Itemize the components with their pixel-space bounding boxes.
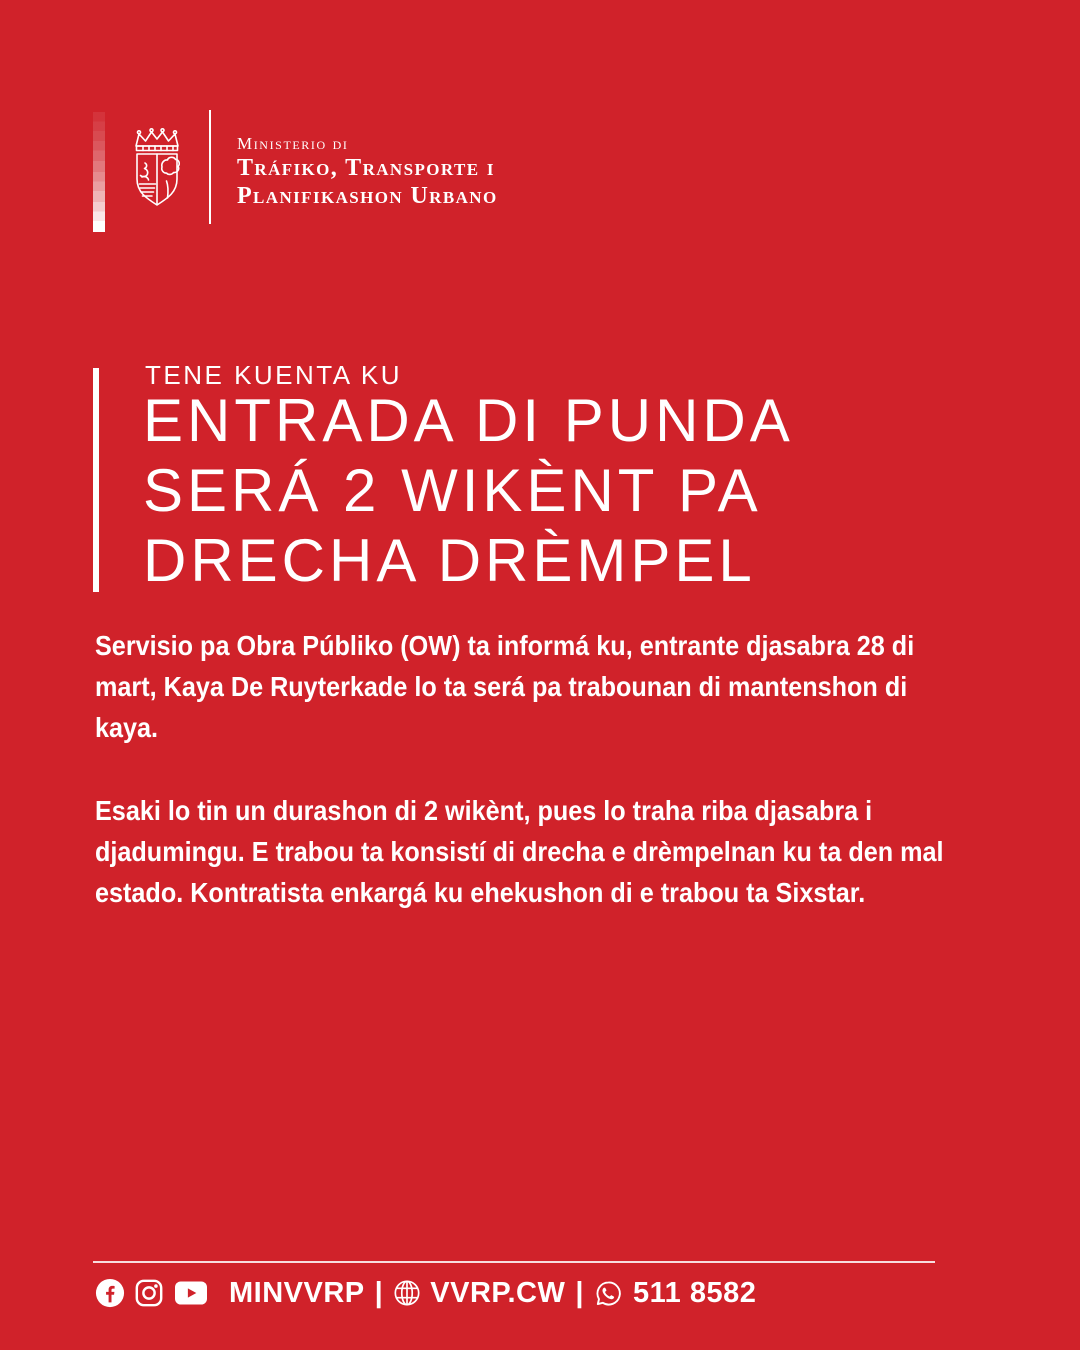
- headline-line-3: DRECHA DRÈMPEL: [143, 527, 756, 594]
- coat-of-arms-icon: [125, 126, 189, 210]
- headline-line-2: SERÁ 2 WIKÈNT PA: [143, 457, 762, 524]
- youtube-icon: [175, 1281, 207, 1305]
- footer-separator: |: [374, 1276, 384, 1309]
- logo-divider: [209, 110, 211, 224]
- article-paragraph-2: Esaki lo tin un durashon di 2 wikènt, pues lo traha riba djasabra i djadumingu. E trabou ta konsistí di drecha e drèmpelnan ku ta den mal estado. Kontratista enkargá ku ehekushon di e trabou ta Sixstar.: [95, 795, 944, 908]
- website-url: VVRP.CW: [430, 1276, 566, 1309]
- article-paragraph-1: Servisio pa Obra Públiko (OW) ta informá ku, entrante djasabra 28 di mart, Kaya De Ruyterkade lo ta será pa trabounan di mantenshon di kaya.: [95, 630, 915, 743]
- ministry-name-line1: Tráfiko, Transporte i: [237, 155, 495, 181]
- gradient-stripe: [93, 112, 105, 232]
- social-handle: MINVVRP: [229, 1276, 365, 1309]
- footer-divider: [93, 1261, 935, 1263]
- headline-line-1: ENTRADA DI PUNDA: [143, 387, 794, 454]
- ministry-name-line2: Planifikashon Urbano: [237, 183, 498, 209]
- globe-icon: [393, 1279, 421, 1307]
- kicker-text: TENE KUENTA KU: [145, 360, 403, 390]
- facebook-icon: [95, 1278, 125, 1308]
- ministry-prefix: Ministerio di: [237, 134, 349, 153]
- whatsapp-icon: [594, 1279, 623, 1308]
- phone-number: 511 8582: [633, 1276, 757, 1309]
- headline-accent-bar: [93, 368, 99, 592]
- footer-separator: |: [575, 1276, 584, 1309]
- footer-contact-bar: [95, 1277, 756, 1309]
- article-body: [95, 625, 946, 913]
- instagram-icon: [134, 1278, 164, 1308]
- ministry-wordmark: [237, 134, 498, 210]
- headline: [143, 386, 794, 596]
